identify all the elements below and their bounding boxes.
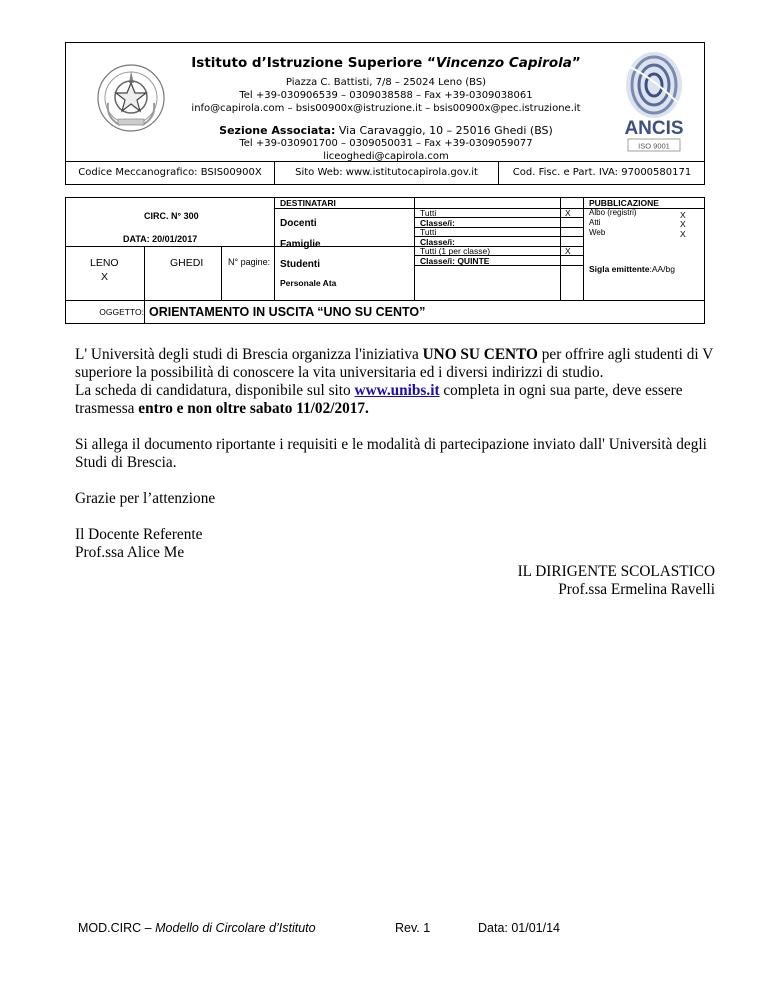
pub-atti: Atti <box>589 218 601 227</box>
body-paragraph-2: Si allega il documento riportante i requisiti e le modalità di partecipazione inviato dall' Università degli Studi di Brescia. <box>75 436 707 471</box>
institute-phones: Tel +39-030906539 – 0309038588 – Fax +39-0309038061 <box>239 90 533 101</box>
row-label: Classe/i: <box>420 218 455 228</box>
pagine-label: N° pagine: <box>228 257 271 267</box>
signature-role: IL DIRIGENTE SCOLASTICO <box>517 563 715 580</box>
institute-emails: info@capirola.com – bsis00900x@istruzione.it – bsis00900x@pec.istruzione.it <box>191 103 581 114</box>
sede-leno: LENO <box>90 257 119 269</box>
italian-republic-emblem-icon <box>96 63 166 133</box>
pub-web-mark: X <box>680 229 686 239</box>
sede-leno-mark: X <box>101 271 109 283</box>
pub-albo-mark: X <box>680 210 686 220</box>
circular-info-table <box>65 197 705 324</box>
footer-date: Data: 01/01/14 <box>478 921 561 935</box>
letterhead-codes <box>66 161 704 185</box>
footer-revision: Rev. 1 <box>395 921 431 935</box>
row-label: Classe/i: QUINTE <box>420 256 490 266</box>
codice-meccanografico: Codice Meccanografico: BSIS00900X <box>66 161 275 185</box>
circ-date: DATA: 20/01/2017 <box>123 234 198 244</box>
body-paragraph-1: L' Università degli studi di Brescia organizza l'iniziativa UNO SU CENTO per offrire agli studenti di V superiore la possibilità di conoscere la vita universitaria ed i diversi indirizzi di studio. La scheda di candidatura, disponibile sul sito www.unibs.it completa in ogni sua parte, deve essere trasmessa entro e non oltre sabato 11/02/2017. <box>75 346 713 417</box>
unibs-link[interactable]: www.unibs.it <box>354 382 440 399</box>
dest-famiglie: Famiglie <box>280 239 321 250</box>
pub-albo: Albo (registri) <box>589 208 637 217</box>
fiscal-code: Cod. Fisc. e Part. IVA: 97000580171 <box>512 167 692 178</box>
oggetto-text: ORIENTAMENTO IN USCITA “UNO SU CENTO” <box>149 305 426 319</box>
dest-personale-ata: Personale Ata <box>280 278 337 288</box>
letterhead <box>65 42 705 185</box>
row-mark: X <box>565 208 571 218</box>
ancis-iso: ISO 9001 <box>638 141 670 151</box>
ancis-logo-icon <box>614 49 694 157</box>
referent-block: Il Docente Referente Prof.ssa Alice Me <box>75 526 203 561</box>
signature-name: Prof.ssa Ermelina Ravelli <box>558 581 715 598</box>
circ-number: CIRC. N° 300 <box>144 211 199 221</box>
associated-section: Sezione Associata: Via Caravaggio, 10 – 25016 Ghedi (BS) <box>219 124 553 137</box>
row-label: Tutti (1 per classe) <box>420 246 491 256</box>
associated-email: liceoghedi@capirola.com <box>323 151 449 162</box>
associated-phones: Tel +39-030901700 – 0309050031 – Fax +39-0309059077 <box>239 138 533 149</box>
pubblicazione-label: PUBBLICAZIONE <box>589 198 659 208</box>
pub-web: Web <box>589 228 606 237</box>
website: Sito Web: www.istitutocapirola.gov.it <box>275 161 499 185</box>
dest-docenti: Docenti <box>280 218 317 229</box>
dest-studenti: Studenti <box>280 259 320 270</box>
letterhead-top <box>66 43 704 162</box>
sigla-emittente: Sigla emittente:AA/bg <box>589 264 675 274</box>
row-mark: X <box>565 246 571 256</box>
circular-body <box>75 346 715 580</box>
oggetto-label: OGGETTO: <box>99 307 144 317</box>
row-label: Tutti <box>420 208 437 218</box>
institute-address: Piazza C. Battisti, 7/8 – 25024 Leno (BS) <box>285 77 487 88</box>
row-label: Tutti <box>420 227 437 237</box>
body-paragraph-3: Grazie per l’attenzione <box>75 490 216 507</box>
pub-atti-mark: X <box>680 219 686 229</box>
signature-block <box>518 563 715 599</box>
row-label: Classe/i: <box>420 237 455 247</box>
ancis-name: ANCIS <box>624 118 684 139</box>
destinatari-label: DESTINATARI <box>280 198 336 208</box>
footer-model: MOD.CIRC – Modello di Circolare d’Istituto <box>78 921 316 935</box>
institute-title: Istituto d’Istruzione Superiore “Vincenzo Capirola” <box>191 55 581 71</box>
sede-ghedi: GHEDI <box>170 257 204 269</box>
